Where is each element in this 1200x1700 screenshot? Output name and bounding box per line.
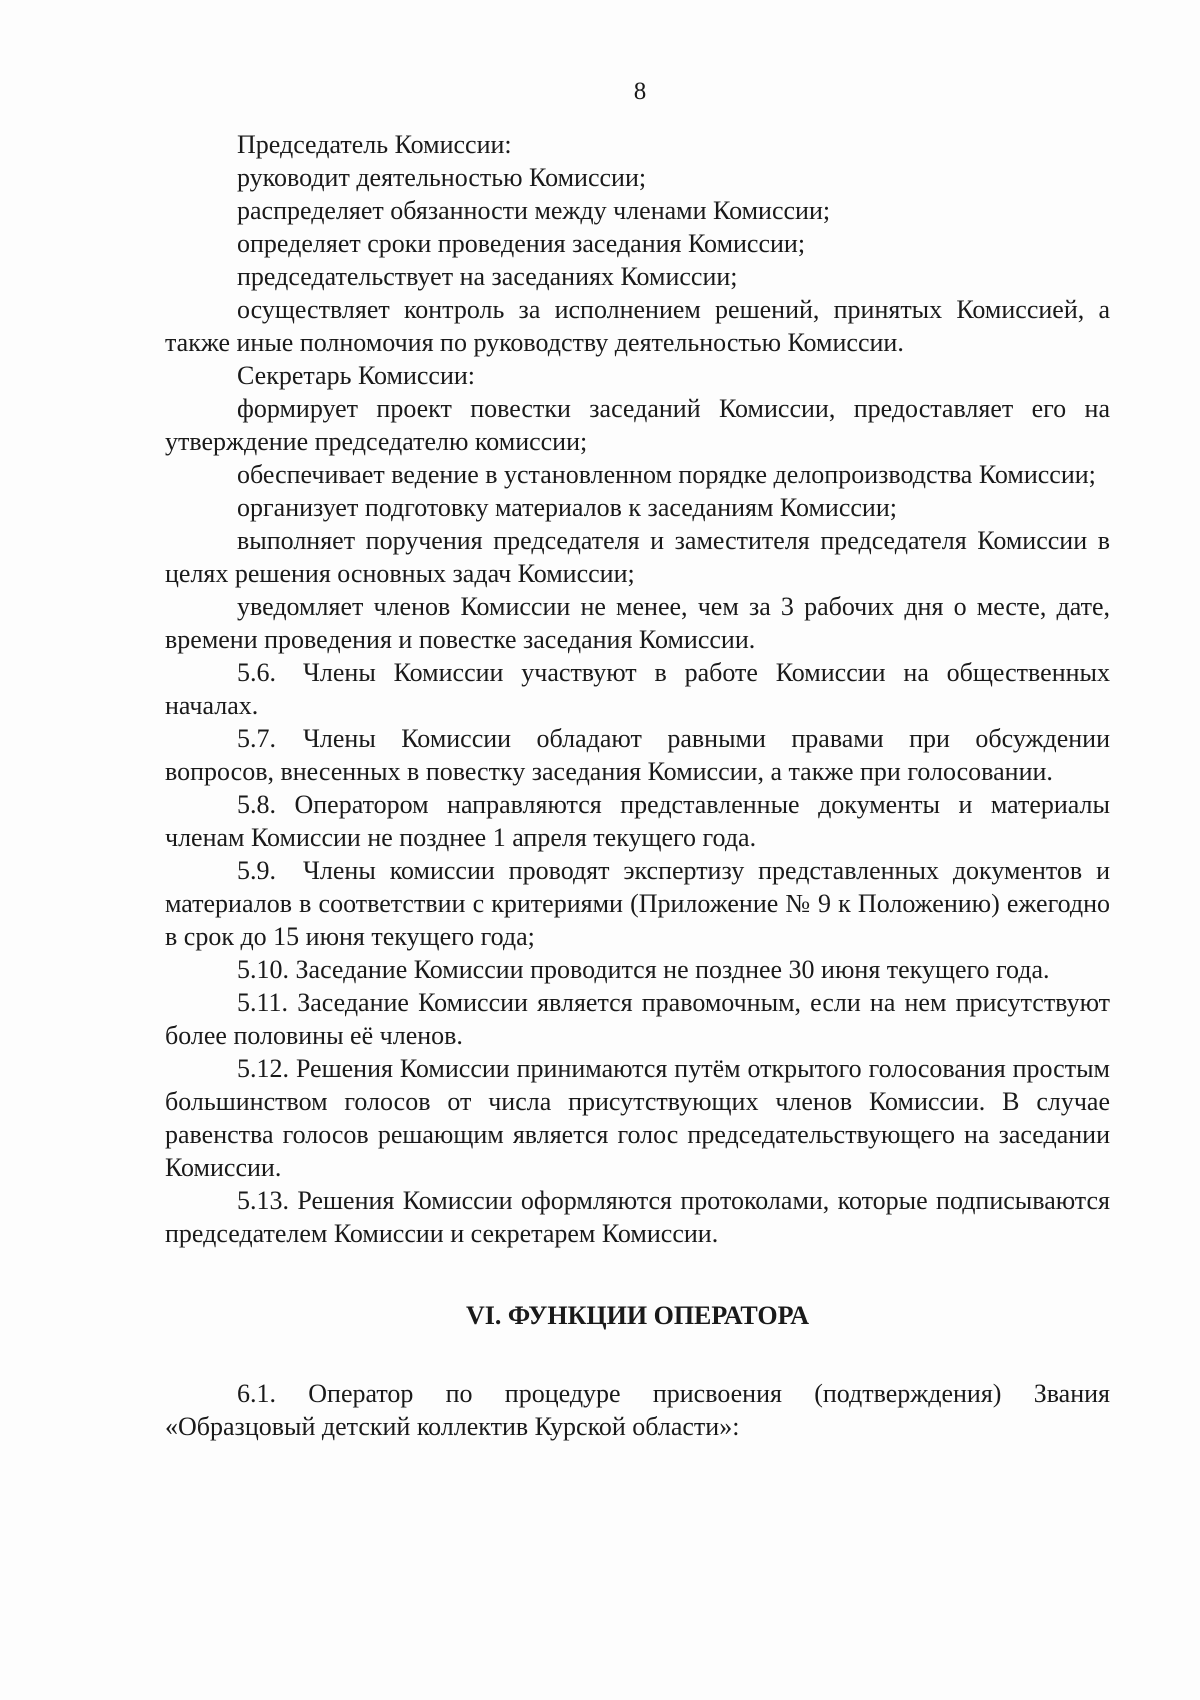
clause-5-13 xyxy=(165,1184,1110,1250)
chairman-duty: распределяет обязанности между членами Комиссии; xyxy=(237,196,831,225)
secretary-duty: формирует проект повестки заседаний Комиссии, предоставляет его на утверждение председателю комиссии; xyxy=(165,394,1110,456)
clause-text: Решения Комиссии оформляются протоколами, которые подписываются председателем Комиссии и секретарем Комиссии. xyxy=(165,1186,1110,1248)
clause-5-9 xyxy=(165,854,1110,953)
clause-5-11 xyxy=(165,986,1110,1052)
page-number: 8 xyxy=(633,78,647,105)
clause-number: 5.10. xyxy=(237,955,289,984)
document-body xyxy=(165,128,1110,1443)
clause-5-12 xyxy=(165,1052,1110,1184)
clause-text: Решения Комиссии принимаются путём открытого голосования простым большинством голосов от числа присутствующих членов Комиссии. В случае равенства голосов решающим является голос председательствующего на заседании Комиссии. xyxy=(165,1054,1110,1182)
clause-number: 5.11. xyxy=(237,988,289,1017)
clause-5-6 xyxy=(165,656,1110,722)
chairman-heading: Председатель Комиссии: xyxy=(237,130,512,159)
secretary-duty: уведомляет членов Комиссии не менее, чем за 3 рабочих дня о месте, дате, времени проведения и повестке заседания Комиссии. xyxy=(165,592,1110,654)
secretary-duty: организует подготовку материалов к заседаниям Комиссии; xyxy=(237,493,897,522)
clause-number: 5.13. xyxy=(237,1186,289,1215)
clause-number: 5.12. xyxy=(237,1054,289,1083)
clause-text: Члены комиссии проводят экспертизу представленных документов и материалов в соответствии с критериями (Приложение № 9 к Положению) ежегодно в срок до 15 июня текущего года; xyxy=(165,856,1110,951)
clause-text: Члены Комиссии участвуют в работе Комиссии на общественных началах. xyxy=(165,658,1110,720)
clause-5-8 xyxy=(165,788,1110,854)
section-heading: VI. ФУНКЦИИ ОПЕРАТОРА xyxy=(466,1301,809,1330)
clause-text: Заседание Комиссии проводится не позднее 30 июня текущего года. xyxy=(295,955,1050,984)
clause-text: Заседание Комиссии является правомочным, если на нем присутствуют более половины её членов. xyxy=(165,988,1111,1050)
clause-6-1 xyxy=(165,1377,1110,1443)
chairman-duty: руководит деятельностью Комиссии; xyxy=(237,163,647,192)
clause-text: Оператор по процедуре присвоения (подтверждения) Звания «Образцовый детский коллектив Курской области»: xyxy=(165,1379,1111,1441)
clause-5-7 xyxy=(165,722,1110,788)
clause-5-10 xyxy=(165,953,1110,986)
clause-number: 5.8. xyxy=(237,790,276,819)
clause-number: 6.1. xyxy=(237,1379,276,1408)
secretary-duty: обеспечивает ведение в установленном порядке делопроизводства Комиссии; xyxy=(237,460,1096,489)
chairman-duty: председательствует на заседаниях Комиссии; xyxy=(237,262,738,291)
clause-text: Члены Комиссии обладают равными правами при обсуждении вопросов, внесенных в повестку заседания Комиссии, а также при голосовании. xyxy=(165,724,1110,786)
secretary-heading: Секретарь Комиссии: xyxy=(237,361,475,390)
secretary-duty: выполняет поручения председателя и заместителя председателя Комиссии в целях решения основных задач Комиссии; xyxy=(165,526,1110,588)
clause-text: Оператором направляются представленные документы и материалы членам Комиссии не позднее 1 апреля текущего года. xyxy=(165,790,1111,852)
clause-number: 5.7. xyxy=(237,724,276,753)
clause-number: 5.9. xyxy=(237,856,276,885)
clause-number: 5.6. xyxy=(237,658,276,687)
chairman-duty: определяет сроки проведения заседания Комиссии; xyxy=(237,229,806,258)
chairman-duty: осуществляет контроль за исполнением решений, принятых Комиссией, а также иные полномочия по руководству деятельностью Комиссии. xyxy=(165,295,1110,357)
